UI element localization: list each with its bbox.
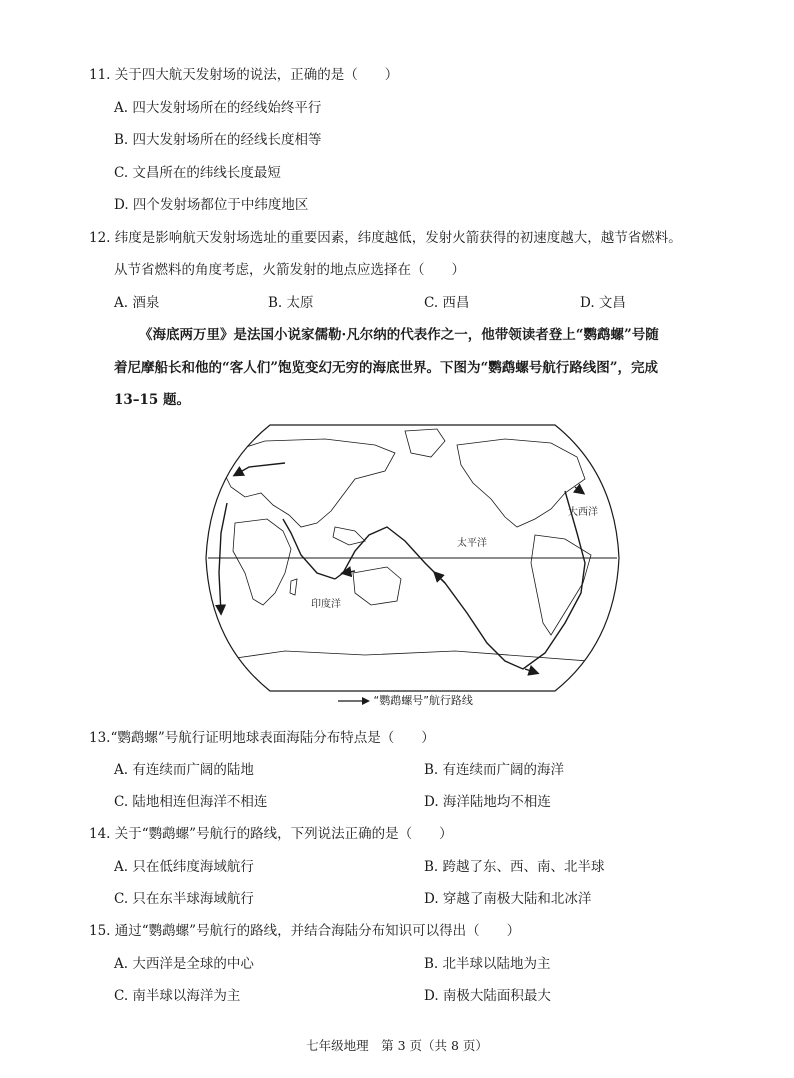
africa-landmass [233, 519, 291, 605]
q15-option-b: B. 北半球以陆地为主 [424, 956, 551, 972]
indian-label: 印度洋 [311, 599, 341, 610]
q12-stem-line1: 12. 纬度是影响航天发射场选址的重要因素，纬度越低，发射火箭获得的初速度越大，越节省燃料。 [89, 230, 682, 246]
q13-stem: 13.“鹦鹉螺”号航行证明地球表面海陆分布特点是（ ） [89, 730, 435, 746]
map-legend [338, 692, 473, 708]
q13-option-d: D. 海洋陆地均不相连 [424, 794, 551, 810]
q12-stem-line2: 从节省燃料的角度考虑，火箭发射的地点应选择在（ ） [114, 262, 465, 278]
page-footer: 七年级地理 第 3 页（共 8 页） [306, 1038, 488, 1053]
q13-option-c: C. 陆地相连但海洋不相连 [114, 794, 268, 810]
passage-line3: 13–15 题。 [114, 392, 191, 408]
q12-option-b: B. 太原 [268, 295, 314, 311]
q14-option-d: D. 穿越了南极大陆和北冰洋 [424, 891, 592, 907]
q12-option-d: D. 文昌 [580, 295, 626, 311]
sea-islands-landmass [333, 527, 365, 545]
greenland-landmass [405, 429, 445, 457]
route-segment-mid [435, 573, 445, 583]
q11-stem: 11. 关于四大航天发射场的说法，正确的是（ ） [89, 67, 399, 83]
passage-line2: 着尼摩船长和他的“客人们”饱览变幻无穷的海底世界。下图为“鹦鹉螺号航行路线图”，完成 [114, 360, 659, 376]
q13-option-b: B. 有连续而广阔的海洋 [424, 762, 565, 778]
nautilus-route-map [205, 423, 620, 693]
atlantic-label: 大西洋 [568, 507, 598, 518]
q14-stem: 14. 关于“鹦鹉螺”号航行的路线，下列说法正确的是（ ） [89, 826, 453, 842]
q11-option-b: B. 四大发射场所在的经线长度相等 [114, 132, 322, 148]
q14-option-a: A. 只在低纬度海域航行 [114, 859, 254, 875]
q15-stem: 15. 通过“鹦鹉螺”号航行的路线，并结合海陆分布知识可以得出（ ） [89, 923, 521, 939]
north-america-landmass [457, 439, 585, 527]
q12-option-a: A. 酒泉 [114, 295, 160, 311]
q15-option-c: C. 南半球以海洋为主 [114, 988, 241, 1004]
route-segment-ne [575, 487, 583, 493]
madagascar-landmass [290, 579, 297, 595]
q15-option-a: A. 大西洋是全球的中心 [114, 956, 254, 972]
q14-option-c: C. 只在东半球海域航行 [114, 891, 254, 907]
q12-option-c: C. 西昌 [424, 295, 470, 311]
q13-option-a: A. 有连续而广阔的陆地 [114, 762, 254, 778]
continents [215, 429, 615, 693]
pacific-label: 太平洋 [457, 538, 487, 549]
q14-option-b: B. 跨越了东、西、南、北半球 [424, 859, 605, 875]
q11-option-d: D. 四个发射场都位于中纬度地区 [114, 197, 309, 213]
antarctica-landmass [215, 651, 615, 693]
passage-line1: 《海底两万里》是法国小说家儒勒·凡尔纳的代表作之一，他带领读者登上“鹦鹉螺”号随 [139, 327, 659, 343]
q15-option-d: D. 南极大陆面积最大 [424, 988, 551, 1004]
australia-landmass [353, 567, 401, 605]
legend-label: “鹦鹉螺号”航行路线 [373, 694, 473, 707]
legend-arrow-icon [338, 696, 370, 706]
eurasia-landmass [223, 439, 395, 527]
q11-option-c: C. 文昌所在的纬线长度最短 [114, 165, 281, 181]
q11-option-a: A. 四大发射场所在的经线始终平行 [114, 100, 322, 116]
